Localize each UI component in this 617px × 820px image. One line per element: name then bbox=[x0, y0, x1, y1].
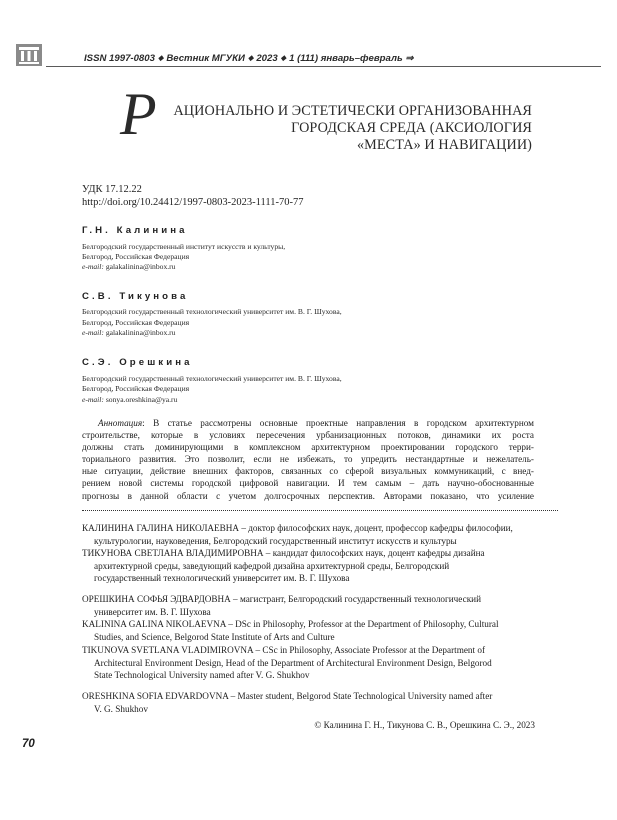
copyright: © Калинина Г. Н., Тикунова С. В., Орешкина С. Э., 2023 bbox=[314, 720, 535, 730]
abstract-line: ториального развития. Это позволит, если не избежать, то упредить нестандартные и нежелатель- bbox=[82, 454, 534, 465]
issue: 1 (111) январь–февраль bbox=[289, 53, 403, 64]
author-bio: ТИКУНОВА СВЕТЛАНА ВЛАДИМИРОВНА – кандидат философских наук, доцент кафедры дизайна архитектурной среды, заведующий кафедрой дизайна архитектурной среды, Белгородский государственный технологический университет им. В. Г. Шухова bbox=[82, 548, 485, 584]
arrow-icon: ⇒ bbox=[405, 53, 414, 64]
doi-link[interactable]: http://doi.org/10.24412/1997-0803-2023-1111-70-77 bbox=[82, 197, 304, 208]
author-affiliation: Белгородский государственный технологический университет им. В. Г. Шухова, bbox=[82, 374, 342, 383]
abstract-label: Аннотация bbox=[98, 418, 143, 428]
journal-logo-icon bbox=[16, 44, 42, 66]
abstract-line: прогнозы в данной области с учетом долгосрочных перспектив. Авторами показано, что усиление bbox=[82, 490, 534, 501]
author-location: Белгород, Российская Федерация bbox=[82, 384, 190, 393]
author-location: Белгород, Российская Федерация bbox=[82, 318, 190, 327]
author-location: Белгород, Российская Федерация bbox=[82, 252, 190, 261]
author-bio: KALININA GALINA NIKOLAEVNA – DSc in Philosophy, Professor at the Department of Philosophy, Cultural Studies, and Science, Belgorod State Institute of Arts and Culture bbox=[82, 619, 499, 642]
author-email: e-mail: galakalinina@inbox.ru bbox=[82, 328, 176, 337]
abstract-line: Аннотация: В статье рассмотрены основные проектные направления в городском архитектурном bbox=[98, 418, 534, 428]
author-bio: TIKUNOVA SVETLANA VLADIMIROVNA – CSc in Philosophy, Associate Professor at the Department of Architectural Environment Design, Head of the Department of Architectural Environment Design, Belgorod State Technological University named after V. G. Shukhov bbox=[82, 645, 492, 681]
issn: ISSN 1997-0803 bbox=[84, 53, 155, 64]
abstract-line: должны стать доминирующими в комплексном архитектурном проектировании городского терри- bbox=[82, 442, 534, 453]
author-bio: КАЛИНИНА ГАЛИНА НИКОЛАЕВНА – доктор философских наук, доцент, профессор кафедры философии, культурологии, науковедения, Белгородский государственный институт искусств и культуры bbox=[82, 523, 513, 546]
abstract bbox=[82, 417, 534, 502]
author-email: e-mail: sonya.oreshkina@ya.ru bbox=[82, 395, 178, 404]
author-bio: ОРЕШКИНА СОФЬЯ ЭДВАРДОВНА – магистрант, Белгородский государственный технологический университет им. В. Г. Шухова bbox=[82, 594, 481, 617]
footnote-divider bbox=[82, 510, 558, 511]
running-header: ISSN 1997-0803 ◆ Вестник МГУКИ ◆ 2023 ◆ 1 (111) январь–февраль ⇒ bbox=[84, 53, 414, 64]
abstract-line: рением новой системы городской цифровой навигации. И тем самым – дать научно-обоснованные bbox=[82, 478, 534, 489]
abstract-line: строительстве, которые в условиях пересечения урбанизационных потоков, динамики их роста bbox=[82, 430, 534, 441]
author-email: e-mail: galakalinina@inbox.ru bbox=[82, 262, 176, 271]
author-name: С.Э. Орешкина bbox=[82, 357, 193, 368]
author-affiliation: Белгородский государственный технологический университет им. В. Г. Шухова, bbox=[82, 307, 342, 316]
header-rule bbox=[46, 66, 601, 67]
udk: УДК 17.12.22 bbox=[82, 184, 142, 195]
year: 2023 bbox=[256, 53, 278, 64]
author-name: С.В. Тикунова bbox=[82, 291, 189, 302]
author-bio: ORESHKINA SOFIA EDVARDOVNA – Master student, Belgorod State Technological University named after V. G. Shukhov bbox=[82, 691, 493, 714]
title-line-2: ГОРОДСКАЯ СРЕДА (АКСИОЛОГИЯ bbox=[291, 120, 532, 136]
title-line-1: АЦИОНАЛЬНО И ЭСТЕТИЧЕСКИ ОРГАНИЗОВАННАЯ bbox=[173, 103, 532, 119]
author-name: Г.Н. Калинина bbox=[82, 225, 188, 236]
journal-name: Вестник МГУКИ bbox=[166, 53, 245, 64]
abstract-line: ные ситуации, действие внешних факторов, связанных со сферой визуальных коммуникаций, с внед- bbox=[82, 466, 534, 477]
title-line-3: «МЕСТА» И НАВИГАЦИИ) bbox=[356, 137, 532, 153]
author-affiliation: Белгородский государственный институт искусств и культуры, bbox=[82, 242, 286, 251]
page-number: 70 bbox=[22, 738, 35, 750]
title-initial: Р bbox=[120, 81, 157, 147]
article-title bbox=[110, 81, 532, 166]
